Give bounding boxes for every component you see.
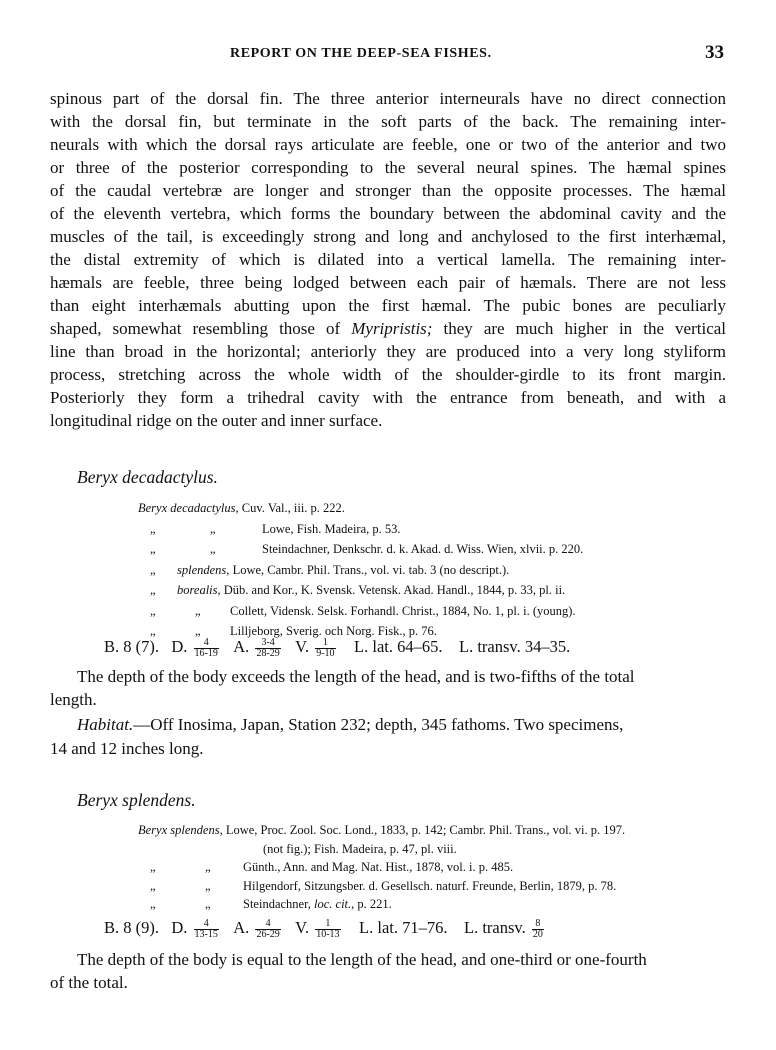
paragraph-line: muscles of the tail, is exceedingly strong and long and anchylosed to the first interhæmal, — [50, 227, 726, 246]
species-heading-beryx-decadactylus: Beryx decadactylus. — [77, 467, 218, 487]
synonymy-entry: Lilljeborg, Sverig. och Norg. Fisk., p. 76. — [230, 624, 437, 638]
transverse-numerator: 8 — [532, 919, 544, 930]
ventral-numerator: 1 — [315, 919, 340, 930]
fin-formula-1 — [104, 637, 570, 659]
paragraph-line: with the dorsal fin, but terminate in the soft parts of the back. The remaining inter- — [50, 112, 726, 131]
ventral-fraction — [315, 638, 335, 659]
dorsal-fraction — [194, 919, 219, 940]
paragraph-line: Posteriorly they form a trihedral cavity with the entrance from beneath, and with a — [50, 388, 726, 407]
synonymy-entry: Steindachner, Denkschr. d. k. Akad. d. Wiss. Wien, xlvii. p. 220. — [262, 542, 584, 556]
dorsal-label: D. — [171, 918, 188, 937]
ventral-denominator: 10-13 — [316, 928, 340, 940]
ditto-mark: „ — [150, 860, 156, 874]
fin-formula-2 — [104, 918, 546, 940]
ditto-mark: „ — [210, 542, 216, 556]
paragraph-line: than eight interhæmals abutting upon the first hæmal. The pubic bones are peculiarly — [50, 296, 726, 315]
lateral-line: L. lat. 64–65. — [354, 637, 443, 656]
transverse-line: L. transv. 34–35. — [459, 637, 571, 656]
ventral-label: V. — [295, 637, 310, 656]
dorsal-numerator: 4 — [194, 919, 219, 930]
ditto-mark: „ — [205, 897, 211, 911]
ditto-mark: „ — [205, 878, 211, 893]
dorsal-denominator: 16-19 — [194, 647, 218, 659]
ditto-mark: „ — [150, 603, 156, 618]
lateral-line: L. lat. 71–76. — [359, 918, 448, 937]
paragraph-line: of the caudal vertebræ are longer and stronger than the opposite processes. The hæmal — [50, 181, 726, 200]
ditto-mark: „ — [195, 603, 201, 618]
habitat-text-1a — [77, 715, 623, 735]
ditto-mark: „ — [150, 542, 156, 556]
depth-text-2b: of the total. — [50, 973, 128, 992]
ditto-mark: „ — [150, 878, 156, 893]
synonymy-entry: Lowe, Fish. Madeira, p. 53. — [262, 521, 401, 536]
synonymy-entry: Günth., Ann. and Mag. Nat. Hist., 1878, vol. i. p. 485. — [243, 860, 514, 874]
synonymy-entry: Beryx decadactylus, Cuv. Val., iii. p. 222. — [138, 501, 345, 515]
ditto-mark: „ — [195, 624, 201, 638]
synonymy-entry: Beryx splendens, Lowe, Proc. Zool. Soc. Lond., 1833, p. 142; Cambr. Phil. Trans., vol. vi. p. 197. — [138, 823, 626, 837]
synonymy-entry: Steindachner, loc. cit., p. 221. — [243, 897, 392, 911]
running-title: REPORT ON THE DEEP-SEA FISHES. — [230, 46, 492, 61]
depth-text-2a: The depth of the body is equal to the length of the head, and one-third or one-fourth — [77, 950, 647, 969]
paragraph-line: or three of the posterior corresponding to the several neural spines. The hæmal spines — [50, 158, 726, 177]
ditto-mark: „ — [150, 562, 156, 577]
dorsal-fraction — [194, 638, 219, 659]
anal-denominator: 28-29 — [256, 647, 280, 659]
anal-numerator: 4 — [255, 919, 280, 930]
branchiostegals: B. 8 (9). — [104, 918, 159, 937]
ventral-fraction — [315, 919, 340, 940]
depth-text-1b: length. — [50, 690, 97, 709]
dorsal-label: D. — [171, 637, 188, 656]
running-header — [0, 42, 776, 66]
paragraph-line: longitudinal ridge on the outer and inner surface. — [50, 411, 383, 430]
paragraph-line: process, stretching across the whole width of the shoulder-girdle to its front margin. — [50, 365, 726, 384]
anal-fraction — [255, 638, 280, 659]
paragraph-line: spinous part of the dorsal fin. The three anterior interneurals have no direct connection — [50, 89, 726, 108]
paragraph-line: shaped, somewhat resembling those of Myripristis; they are much higher in the vertical — [50, 319, 727, 338]
ditto-mark: „ — [150, 624, 156, 638]
anal-numerator: 3-4 — [255, 638, 280, 649]
anal-denominator: 26-29 — [256, 928, 280, 940]
paragraph-line: of the eleventh vertebra, which forms the boundary between the abdominal cavity and the — [50, 204, 726, 223]
paragraph-line: neurals with which the dorsal rays articulate are feeble, one or two of the anterior and two — [50, 135, 726, 154]
transverse-label: L. transv. — [464, 918, 526, 937]
synonymy-entry: Collett, Vidensk. Selsk. Forhandl. Christ., 1884, No. 1, pl. i. (young). — [230, 603, 576, 618]
habitat-detail: —Off Inosima, Japan, Station 232; depth, 345 fathoms. Two specimens, — [133, 715, 624, 734]
paragraph-line: line than broad in the horizontal; anteriorly they are produced into a very long styliform — [50, 342, 726, 361]
anal-label: A. — [233, 918, 250, 937]
depth-text-1a: The depth of the body exceeds the length of the head, and is two-fifths of the total — [77, 667, 635, 686]
synonymy-entry: Hilgendorf, Sitzungsber. d. Gesellsch. naturf. Freunde, Berlin, 1879, p. 78. — [243, 878, 617, 893]
page-number: 33 — [705, 42, 724, 63]
intro-paragraph — [50, 87, 726, 432]
transverse-fraction — [532, 919, 544, 940]
anal-fraction — [255, 919, 280, 940]
habitat-text-1b: 14 and 12 inches long. — [50, 739, 204, 758]
dorsal-denominator: 13-15 — [194, 928, 218, 940]
ditto-mark: „ — [150, 897, 156, 911]
ventral-label: V. — [295, 918, 310, 937]
ditto-mark: „ — [150, 583, 156, 597]
habitat-label: Habitat. — [77, 715, 134, 734]
synonymy-entry: borealis, Düb. and Kor., K. Svensk. Vetensk. Akad. Handl., 1844, p. 33, pl. ii. — [177, 583, 566, 597]
ditto-mark: „ — [210, 521, 216, 536]
ventral-denominator: 9-10 — [316, 647, 335, 659]
transverse-denominator: 20 — [532, 928, 543, 940]
branchiostegals: B. 8 (7). — [104, 637, 159, 656]
ditto-mark: „ — [150, 521, 156, 536]
synonymy-entry: splendens, Lowe, Cambr. Phil. Trans., vol. vi. tab. 3 (no descript.). — [177, 562, 510, 577]
species-heading-beryx-splendens: Beryx splendens. — [77, 790, 196, 810]
ventral-numerator: 1 — [315, 638, 335, 649]
anal-label: A. — [233, 637, 250, 656]
synonymy-entry: (not fig.); Fish. Madeira, p. 47, pl. viii. — [263, 841, 457, 856]
paragraph-line: hæmals are feeble, three being lodged between each pair of hæmals. There are not less — [50, 273, 726, 292]
ditto-mark: „ — [205, 860, 211, 874]
paragraph-line: the distal extremity of which is dilated into a vertical lamella. The remaining inter- — [50, 250, 726, 269]
dorsal-numerator: 4 — [194, 638, 219, 649]
